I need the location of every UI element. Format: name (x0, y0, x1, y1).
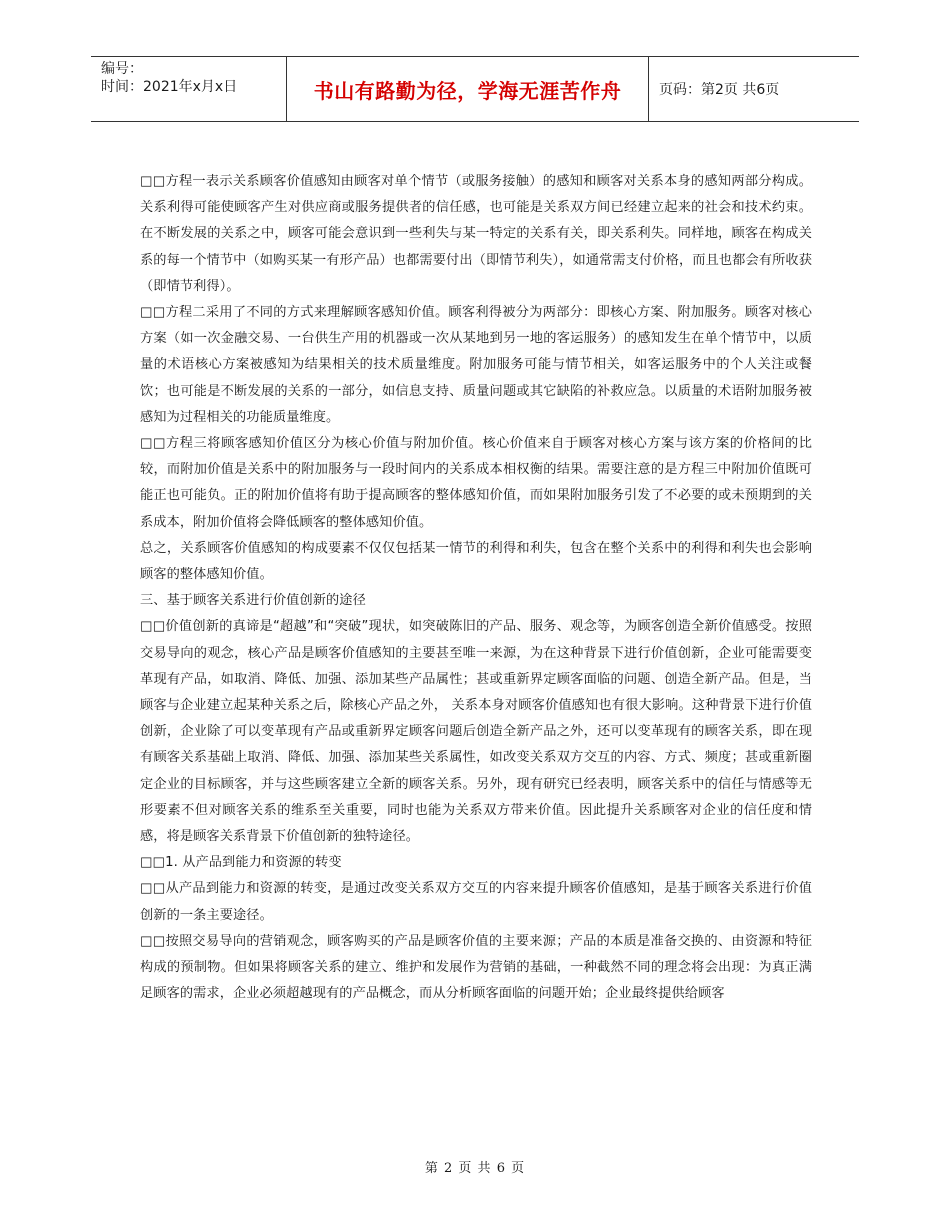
time-label: 时间：2021年x月x日 (101, 79, 238, 95)
header-motto: 书山有路勤为径，学海无涯苦作舟 (313, 79, 622, 103)
paragraph: □□价值创新的真谛是“超越”和“突破”现状，如突破陈旧的产品、服务、观念等，为顾客创造全新价值感受。按照交易导向的观念，核心产品是顾客价值感知的主要甚至唯一来源，为在这种背景下进行价值创新，企业可能需要变革现有产品，如取消、降低、加强、添加某些产品属性；甚或重新界定顾客面临的问题、创造全新产品。但是，当顾客与企业建立起某种关系之后，除核心产品之外， 关系本身对顾客价值感知也有很大影响。这种背景下进行价值创新，企业除了可以变革现有产品或重新界定顾客问题后创造全新产品之外，还可以变革现有的顾客关系，即在现有顾客关系基础上取消、降低、加强、添加某些关系属性，如改变关系双方交互的内容、方式、频度；甚或重新圈定企业的目标顾客，并与这些顾客建立全新的顾客关系。另外，现有研究已经表明，顾客关系中的信任与情感等无形要素不但对顾客关系的维系至关重要，同时也能为关系双方带来价值。因此提升关系顾客对企业的信任度和情感，将是顾客关系背景下价值创新的独特途径。 (140, 619, 812, 845)
header-divider (648, 57, 649, 121)
header-page-info: 页码：第2页 共6页 (659, 82, 780, 98)
section-heading: 三、基于顾客关系进行价值创新的途径 (140, 593, 366, 609)
number-label: 编号： (101, 61, 143, 77)
paragraph: □□方程二采用了不同的方式来理解顾客感知价值。顾客利得被分为两部分：即核心方案、附加服务。顾客对核心方案（如一次金融交易、一台供生产用的机器或一次从某地到另一地的客运服务）的感知发生在单个情节中，以质量的术语核心方案被感知为结果相关的技术质量维度。附加服务可能与情节相关，如客运服务中的个人关注或餐饮；也可能是不断发展的关系的一部分，如信息支持、质量问题或其它缺陷的补救应急。以质量的术语附加服务被感知为过程相关的功能质量维度。 (140, 305, 812, 425)
subsection-heading: □□1. 从产品到能力和资源的转变 (140, 855, 342, 871)
paragraph: □□方程一表示关系顾客价值感知由顾客对单个情节（或服务接触）的感知和顾客对关系本身的感知两部分构成。关系利得可能使顾客产生对供应商或服务提供者的信任感，也可能是关系双方间已经建立起来的社会和技术约束。在不断发展的关系之中，顾客可能会意识到一些利失与某一特定的关系有关，即关系利失。同样地，顾客在构成关系的每一个情节中（如购买某一有形产品）也都需要付出（即情节利失），如通常需支付价格，而且也都会有所收获（即情节利得）。 (140, 174, 812, 294)
document-body (140, 169, 812, 1008)
header-meta (101, 60, 291, 96)
paragraph: 总之，关系顾客价值感知的构成要素不仅仅包括某一情节的利得和利失，包含在整个关系中的利得和利失也会影响顾客的整体感知价值。 (140, 540, 812, 583)
paragraph: □□按照交易导向的营销观念，顾客购买的产品是顾客价值的主要来源；产品的本质是准备交换的、由资源和特征构成的预制物。但如果将顾客关系的建立、维护和发展作为营销的基础，一种截然不同的理念将会出现：为真正满足顾客的需求，企业必须超越现有的产品概念，而从分析顾客面临的问题开始；企业最终提供给顾客 (140, 933, 812, 1002)
paragraph: □□从产品到能力和资源的转变，是通过改变关系双方交互的内容来提升顾客价值感知，是基于顾客关系进行价值创新的一条主要途径。 (140, 881, 812, 923)
page-footer: 第 2 页 共 6 页 (424, 1161, 526, 1176)
page-header (91, 56, 859, 122)
paragraph: □□方程三将顾客感知价值区分为核心价值与附加价值。核心价值来自于顾客对核心方案与该方案的价格间的比较，而附加价值是关系中的附加服务与一段时间内的关系成本相权衡的结果。需要注意的是方程三中附加价值既可能正也可能负。正的附加价值将有助于提高顾客的整体感知价值，而如果附加服务引发了不必要的或未预期到的关系成本，附加价值将会降低顾客的整体感知价值。 (140, 436, 812, 530)
